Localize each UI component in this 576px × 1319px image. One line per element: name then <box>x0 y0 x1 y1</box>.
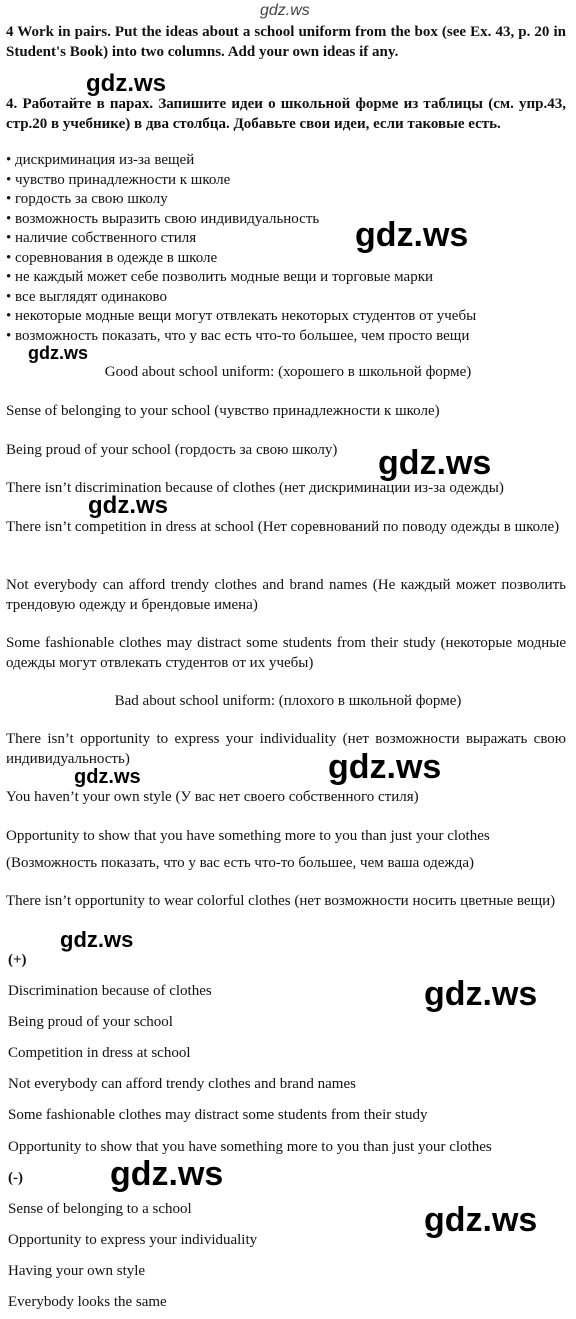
plus-item: Some fashionable clothes may distract some students from their study <box>8 1107 428 1123</box>
ideas-list <box>6 151 572 346</box>
good-item: Some fashionable clothes may distract some students from their study (некоторые модные одежды могут отвлекать студентов от их учебы) <box>6 635 566 671</box>
plus-item: Opportunity to show that you have something more to you than just your clothes <box>8 1139 492 1155</box>
exercise-text-ru: 4. Работайте в парах. Запишите идеи о школьной форме из таблицы (см. упр.43, стр.20 в учебнике) в два столбца. Добавьте свои идеи, если таковые есть. <box>6 96 566 132</box>
good-item: Sense of belonging to your school (чувство принадлежности к школе) <box>6 403 440 419</box>
bad-heading: Bad about school uniform: (плохого в школьной форме) <box>114 693 462 709</box>
bad-item: Opportunity to show that you have something more to you than just your clothes <box>6 828 490 844</box>
list-item: • наличие собственного стиля <box>6 229 572 249</box>
minus-mark: (-) <box>8 1170 23 1186</box>
watermark-top: gdz.ws <box>260 2 310 19</box>
watermark: gdz.ws <box>328 748 442 786</box>
list-item: • не каждый может себе позволить модные вещи и торговые марки <box>6 268 572 288</box>
watermark: gdz.ws <box>424 975 538 1013</box>
watermark: gdz.ws <box>378 444 492 482</box>
plus-item: Not everybody can afford trendy clothes and brand names <box>8 1076 356 1092</box>
list-item: • все выглядят одинаково <box>6 288 572 308</box>
bad-item: There isn’t opportunity to wear colorful clothes (нет возможности носить цветные вещи) <box>6 893 556 909</box>
watermark: gdz.ws <box>355 216 469 254</box>
good-item: Not everybody can afford trendy clothes and brand names (Не каждый может позволить трендовую одежду и брендовые имена) <box>6 577 566 613</box>
watermark: gdz.ws <box>88 492 169 519</box>
list-item: • возможность выразить свою индивидуальность <box>6 210 572 230</box>
plus-item: Competition in dress at school <box>8 1045 191 1061</box>
good-item: There isn’t discrimination because of clothes (нет дискриминации из-за одежды) <box>6 480 504 496</box>
plus-mark: (+) <box>8 952 27 968</box>
list-item: • чувство принадлежности к школе <box>6 171 572 191</box>
bad-item: (Возможность показать, что у вас есть что-то большее, чем ваша одежда) <box>6 855 475 871</box>
good-heading: Good about school uniform: (хорошего в школьной форме) <box>104 364 472 380</box>
plus-item: Being proud of your school <box>8 1014 173 1030</box>
watermark: gdz.ws <box>60 927 134 952</box>
watermark: gdz.ws <box>74 766 141 788</box>
good-item: There isn’t competition in dress at school (Нет соревнований по поводу одежды в школе) <box>6 519 560 535</box>
good-item: Being proud of your school (гордость за свою школу) <box>6 442 338 458</box>
watermark: gdz.ws <box>424 1201 538 1239</box>
bad-item: You haven’t your own style (У вас нет своего собственного стиля) <box>6 789 419 805</box>
minus-item: Having your own style <box>8 1263 146 1279</box>
list-item: • возможность показать, что у вас есть что-то большее, чем просто вещи <box>6 327 572 347</box>
exercise-text-en: 4 Work in pairs. Put the ideas about a school uniform from the box (see Ex. 43, p. 20 in Student's Book) into two columns. Add your own ideas if any. <box>6 24 566 60</box>
watermark: gdz.ws <box>110 1155 224 1193</box>
bad-item: There isn’t opportunity to express your individuality (нет возможности выражать свою индивидуальность) <box>6 731 566 767</box>
list-item: • дискриминация из-за вещей <box>6 151 572 171</box>
watermark: gdz.ws <box>28 343 89 363</box>
list-item: • гордость за свою школу <box>6 190 572 210</box>
list-item: • некоторые модные вещи могут отвлекать некоторых студентов от учебы <box>6 307 572 327</box>
minus-item: Opportunity to express your individuality <box>8 1232 258 1248</box>
minus-item: Everybody looks the same <box>8 1294 167 1310</box>
minus-item: Sense of belonging to a school <box>8 1201 192 1217</box>
watermark: gdz.ws <box>86 70 167 97</box>
list-item: • соревнования в одежде в школе <box>6 249 572 269</box>
plus-item: Discrimination because of clothes <box>8 983 212 999</box>
